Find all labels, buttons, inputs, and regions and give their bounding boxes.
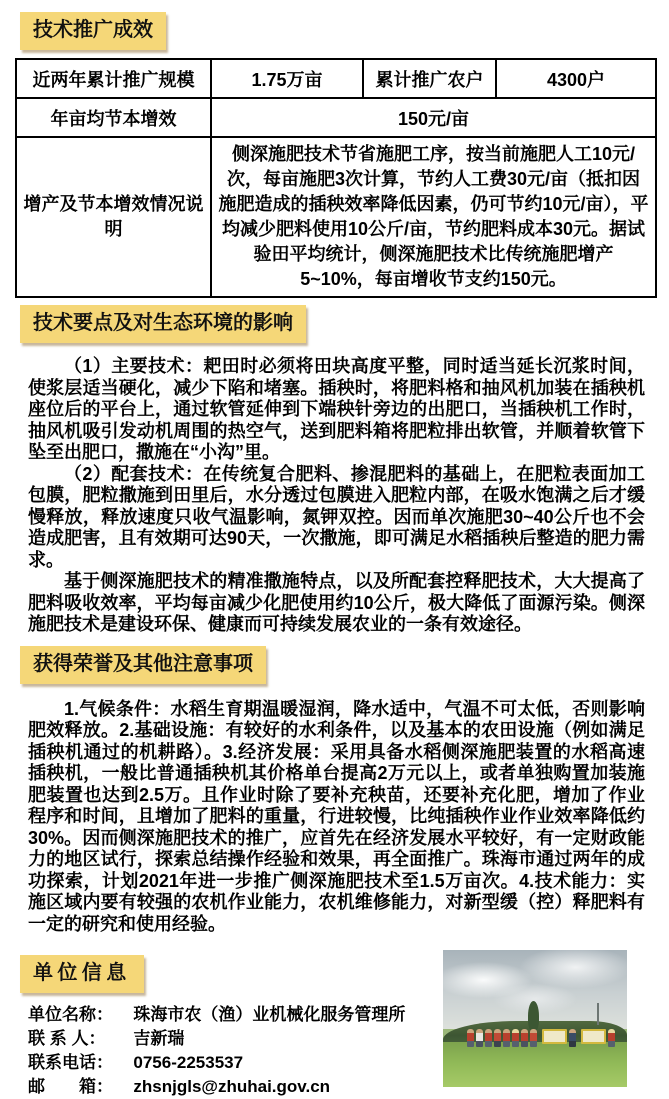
contact-person-label: 联 系 人： <box>28 1029 106 1048</box>
saving-benefit-label: 年亩均节本增效 <box>16 98 211 137</box>
phone-label: 联系电话： <box>28 1053 113 1072</box>
section-title-tech-points: 技术要点及对生态环境的影响 <box>20 305 306 343</box>
photo-rice-field <box>443 1042 627 1087</box>
photo-person <box>512 1029 519 1047</box>
section-title-promotion-results: 技术推广成效 <box>20 12 166 50</box>
photo-person <box>503 1029 510 1047</box>
paragraph-conditions: 1.气候条件：水稻生育期温暖湿润，降水适中，气温不可太低，否则影响肥效释放。2.基础设施：有较好的水利条件，以及基本的农田设施（例如满足插秧机通过的机耕路）。3.经济发展：采用具备水稻侧深施肥装置的水稻高速插秧机，一般比普通插秧机其价格单台提高2万元以上，或者单独购置加装施肥装置也达到2.5万。且作业时除了要补充秧苗，还要补充化肥，增加了作业程序和时间，且增加了肥料的重量，行进较慢，比纯插秧作业作业效率降低约30%。因而侧深施肥技术的推广，应首先在经济发展水平较好，有一定财政能力的地区试行，探索总结操作经验和效果，再全面推广。珠海市通过两年的成功探索，计划2021年进一步推广侧深施肥技术至1.5万亩次。4.技术能力：实施区域内要有较强的农机作业能力，农机维修能力，对新型缓（控）释肥料有一定的研究和使用经验。 <box>28 698 645 934</box>
photo-sign <box>581 1029 606 1044</box>
table-row <box>16 59 656 98</box>
photo-power-tower <box>597 1003 599 1025</box>
photo-person <box>467 1029 474 1047</box>
honors-body <box>28 699 645 936</box>
section-title-honors-notes: 获得荣誉及其他注意事项 <box>20 646 266 684</box>
contact-person-value: 吉新瑞 <box>133 1029 185 1048</box>
benefit-description-label: 增产及节本增效情况说明 <box>16 137 211 297</box>
photo-person <box>476 1029 483 1047</box>
photo-sign <box>542 1029 567 1044</box>
promotion-scale-value: 1.75万亩 <box>211 59 363 98</box>
unit-name-value: 珠海市农（渔）业机械化服务管理所 <box>133 1005 406 1024</box>
photo-person <box>530 1029 537 1047</box>
tech-points-body <box>28 356 645 636</box>
phone-value: 0756-2253537 <box>133 1053 244 1072</box>
email-label: 邮 箱： <box>28 1077 113 1096</box>
unit-info-left-column <box>0 945 405 1099</box>
contact-list <box>28 1003 405 1099</box>
unit-name-row <box>28 1003 405 1027</box>
promotion-households-value: 4300户 <box>496 59 656 98</box>
photo-person <box>608 1029 615 1047</box>
paragraph-environment-impact: 基于侧深施肥技术的精准撒施特点，以及所配套控释肥技术，大大提高了肥料吸收效率，平均每亩减少化肥使用约10公斤，极大降低了面源污染。侧深施肥技术是建设环保、健康而可持续发展农业的一条有效途径。 <box>28 571 645 634</box>
promotion-table <box>15 58 657 298</box>
email-row <box>28 1075 405 1099</box>
table-row <box>16 137 656 297</box>
paragraph-main-technique: （1）主要技术：耙田时必须将田块高度平整，同时适当延长沉浆时间，使浆层适当硬化，减少下陷和堵塞。插秧时，将肥料格和抽风机加装在插秧机座位后的平台上，通过软管延伸到下端秧针旁边的出肥口，当插秧机工作时，抽风机吸引发动机周围的热空气，送到肥料箱将肥粒排出软管，并顺着软管下坠至出肥口，撒施在“小沟”里。 <box>28 356 645 462</box>
unit-name-label: 单位名称： <box>28 1005 113 1024</box>
unit-info-section <box>0 945 627 1099</box>
benefit-description-text: 侧深施肥技术节省施肥工序，按当前施肥人工10元/次，每亩施肥3次计算，节约人工费30元/亩（抵扣因施肥造成的插秧效率降低因素，仍可节约10元/亩），平均减少肥料使用10公斤/亩，节约肥料成本30元。据试验田平均统计，侧深施肥技术比传统施肥增产5~10%，每亩增收节支约150元。 <box>211 137 656 297</box>
unit-photo <box>443 950 627 1087</box>
saving-benefit-value: 150元/亩 <box>211 98 656 137</box>
paragraph-supporting-technique: （2）配套技术：在传统复合肥料、掺混肥料的基础上，在肥粒表面加工包膜，肥粒撒施到田里后，水分透过包膜进入肥粒内部，在吸水饱满之后才缓慢释放，释放速度只收气温影响，氮钾双控。因而单次施肥30~40公斤也不会造成肥害，且有效期可达90天，一次撒施，即可满足水稻插秧后整造的肥力需求。 <box>28 463 645 570</box>
photo-person <box>494 1029 501 1047</box>
section-title-unit-info: 单位信息 <box>20 955 144 993</box>
photo-people-group <box>467 1025 615 1047</box>
promotion-households-label: 累计推广农户 <box>363 59 496 98</box>
table-row <box>16 98 656 137</box>
photo-person <box>569 1029 576 1047</box>
photo-person <box>521 1029 528 1047</box>
email-value: zhsnjgls@zhuhai.gov.cn <box>133 1077 331 1096</box>
phone-row <box>28 1051 405 1075</box>
contact-person-row <box>28 1027 405 1051</box>
promotion-scale-label: 近两年累计推广规模 <box>16 59 211 98</box>
photo-person <box>485 1029 492 1047</box>
